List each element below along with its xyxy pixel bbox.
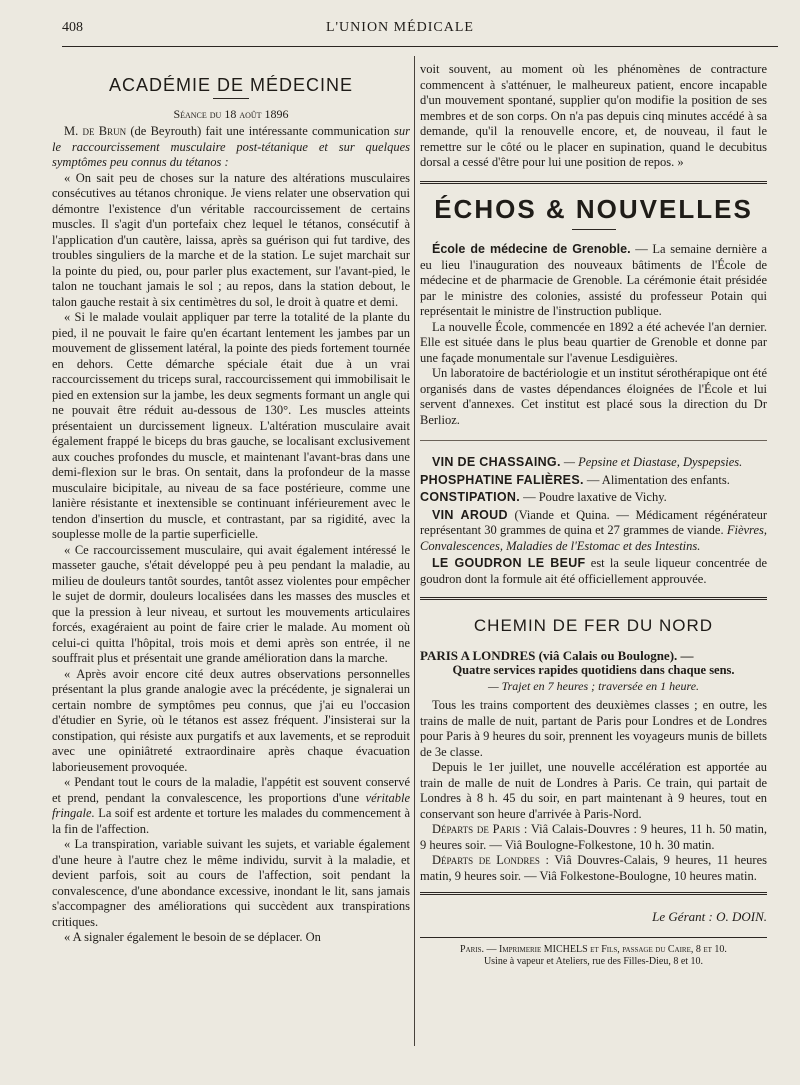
departs-paris — [420, 822, 767, 853]
academie-title: ACADÉMIE DE MÉDECINE — [108, 75, 354, 95]
news-paragraph-2: La nouvelle École, commencée en 1892 a été achevée l'an dernier. Elle est située dans le plus beau quartier de Grenoble et donne par une façade monumentale sur l'avenue Lesdiguières. — [420, 319, 767, 365]
intro-paragraph — [52, 124, 410, 171]
echos-short-rule — [572, 229, 616, 230]
intro-author: M. de Brun — [64, 124, 127, 138]
header-rule — [62, 46, 778, 47]
ad-vin-aroud-brand: VIN AROUD — [432, 507, 508, 522]
advertisements — [420, 440, 767, 587]
intro-topic: sur le raccourcissement musculaire post-tétanique et sur quelques symptômes peu connus du tétanos : — [52, 124, 411, 169]
paragraph-1: « On sait peu de choses sur la nature des altérations musculaires consécutives au tétanos chronique. Je viens relater une observation qui démontre l'existence d'un véritable raccourcissement de certains muscles. Il s'agit d'un portefaix chez lequel le tétanos, consécutif à l'application d'un cautère, laissa, après sa guérison qui fut tardive, des troubles singuliers de la marche et de la station. Le sujet marchait sur la pointe du pied, ou, pour parler plus exactement, sur l'avant-pied, le talon ne touchant jamais le sol ; au repos, dans la station debout, le talon gauche restait à six centimètres du sol, le droit à quatre et demi. — [52, 170, 410, 309]
ad-phosphatine-brand: PHOSPHATINE FALIÈRES. — [420, 472, 584, 487]
departs-paris-text: Viâ Calais-Douvres : 9 heures, 11 h. 50 matin, 9 heures soir. — Viâ Boulogne-Folkestone, 10 h. 30 matin. — [420, 822, 767, 852]
ad-vin-chassaing-brand: VIN DE CHASSAING. — [432, 455, 561, 469]
ad-constipation — [420, 490, 767, 506]
route-paragraph-2: Depuis le 1er juillet, une nouvelle accélération est apportée au train de malle de nuit de Londres à Paris. Ce train, qui partait de Londres à 8 h. 45 du soir, en part maintenant à 9 heures, tout en conservant son heure d'arrivée à Paris-Nord. — [420, 760, 767, 821]
gerant-text: Le Gérant : O. DOIN. — [652, 909, 767, 924]
ad-vin-aroud-text: (Viande et Quina. — Médicament régénérateur représentant 30 grammes de quina et 27 grammes de viande. — [420, 507, 767, 537]
news-paragraph-3: Un laboratoire de bactériologie et un institut sérothérapique ont été organisés dans de vastes dépendances éloignées de l'École et lui servent d'annexes. Cet institut est placé sous la direction du Dr Berlioz. — [420, 366, 767, 427]
imprint-line-1: Paris. — Imprimerie MICHELS et Fils, passage du Caire, 8 et 10. — [460, 943, 727, 955]
imprint-rule — [420, 937, 767, 938]
ad-constipation-text: — Poudre laxative de Vichy. — [523, 490, 667, 504]
ad-vin-aroud — [420, 508, 767, 555]
imprint-line-2: Usine à vapeur et Ateliers, rue des Filles-Dieu, 8 et 10. — [483, 955, 704, 967]
p5-start: « Pendant tout le cours de la maladie, l'appétit est souvent conservé et prend, pendant la convalescence, les proportions d'une — [52, 775, 410, 805]
news-grenoble-text: — La semaine dernière a eu lieu l'inauguration des nouveaux bâtiments de l'École de médecine et de pharmacie de Grenoble. La cérémonie était présidée par le ministre des colonies, assisté du professeur Potain qui représentait le ministre de l'instruction publique. — [420, 242, 767, 318]
route-sub: Quatre services rapides quotidiens dans chaque sens. — [452, 663, 735, 677]
ad-goudron-brand: LE GOUDRON LE BEUF — [432, 556, 586, 570]
intro-rest: (de Beyrouth) fait une intéressante communication — [130, 124, 390, 138]
ad-vin-aroud-italic: Fièvres, Convalescences, Maladies de l'Estomac et des Intestins. — [420, 523, 767, 553]
continuation-paragraph: voit souvent, au moment où les phénomènes de contracture commencent à s'atténuer, le malheureux patient, encore incapable d'un mouvement spontané, supplier qu'on modifie la position de ses membres et de son corps. On n'a pas depuis cinq minutes accédé à sa demande, qu'il la renouvelle encore, et, de nouveau, il faut le remettre sur le côté ou le placer en supination, quand le decubitus dorsal a cessé d'être pour lui une position de repos. » — [420, 62, 767, 169]
chemin-top-rule — [420, 597, 767, 602]
departs-londres-label: Départs de Londres : — [432, 853, 549, 867]
departs-londres — [420, 853, 767, 884]
running-header — [0, 0, 800, 50]
title-rule — [213, 98, 249, 99]
echos-title: ÉCHOS & NOUVELLES — [434, 193, 753, 224]
paragraph-7: « A signaler également le besoin de se déplacer. On — [64, 930, 321, 944]
ad-vin-chassaing-text: — Pepsine et Diastase, Dyspepsies. — [563, 455, 743, 469]
route-head: PARIS A LONDRES (viâ Calais ou Boulogne). — — [420, 647, 694, 663]
paragraph-6: « La transpiration, variable suivant les sujets, et variable également d'une heure à l'autre chez le même individu, survit à la maladie, et devient parfois, soit au cours de l'affection, soit pendant la convalescence, d'une abondance excessive, inondant le lit, sans jamais s'accompagner des améliorations qui succèdent aux transpirations critiques. — [52, 837, 410, 929]
left-column — [52, 62, 410, 946]
departs-paris-label: Départs de Paris : — [432, 822, 528, 836]
gerant-line — [420, 909, 767, 925]
ad-phosphatine — [420, 473, 767, 489]
right-column — [420, 62, 767, 968]
page-number: 408 — [62, 20, 83, 35]
running-title: L'UNION MÉDICALE — [325, 20, 474, 35]
imprint — [420, 944, 767, 968]
route-paragraph-1: Tous les trains comportent des deuxièmes classes ; en outre, les trains de malle de nuit, partant de Paris pour Londres et de Londres pour Paris à 9 heures du soir, prennent les voyageurs munis de billets de 3e classe. — [420, 698, 767, 759]
news-grenoble — [420, 242, 767, 320]
paragraph-2: « Si le malade voulait appliquer par terre la totalité de la plante du pied, il ne pouvait le faire qu'en écartant lentement les jambes par un mouvement de glissement latéral, la pointe des pieds fortement tournée en dehors. Cette démarche spéciale était due à un vrai raccourcissement du triceps sural, raccourcissement qui immobilisait le pied en extension sur la jambe, les deux segments formant un angle qui ne pouvait être réduit au-dessous de 130°. Les muscles atteints présentaient un durcissement ligneux. L'altération musculaire avait également frappé le biceps du bras gauche, se localisant exclusivement aux couches profondes du muscle, et maintenant l'avant-bras dans une demi-flexion sur le bras. On sentait, dans la profondeur de la masse musculaire bicipitale, au niveau de sa face postérieure, comme une lanière résistante et inextensible se continuant inférieurement avec le tendon d'insertion du muscle, et contrastant, par sa rigidité, avec la souplesse molle de la partie superficielle. — [52, 310, 410, 541]
p5-italic: véritable fringale. — [52, 790, 410, 820]
ad-constipation-brand: CONSTIPATION. — [420, 490, 520, 504]
ad-goudron — [420, 556, 767, 587]
seance-date: Séance du 18 août 1896 — [173, 106, 289, 121]
news-grenoble-head: École de médecine de Grenoble. — [432, 242, 631, 256]
paragraph-3: « Ce raccourcissement musculaire, qui avait également intéressé le masseter gauche, s'était développé peu à peu pendant la maladie, au milieu de douleurs tantôt sourdes, tantôt assez violentes pour empêcher le sujet de dormir, douleurs localisées dans les masses des muscles et que la pression à leur niveau, et surtout les mouvements articulaires forcés, exagéraient au point de faire crier le malade. Au moment où celui-ci quitta l'hôpital, trois mois et demi après son entrée, il ne souffrait plus et présentait une grande amélioration dans la marche. — [52, 542, 410, 665]
ad-vin-chassaing — [420, 455, 767, 471]
gerant-rule — [420, 892, 767, 897]
column-divider — [414, 56, 415, 1046]
ad-phosphatine-text: — Alimentation des enfants. — [586, 472, 730, 487]
chemin-title: CHEMIN DE FER DU NORD — [473, 616, 714, 635]
paragraph-4: « Après avoir encore cité deux autres observations personnelles présentant la plus grande analogie avec la précédente, je signalerai un certain nombre de symptômes peu connus, que j'ai eu l'occasion d'étudier en Syrie, où le tétanos est assez fréquent. J'insisterai sur la constipation, qui résiste aux purgatifs et aux lavements, et se reproduit avec une opiniâtreté extraordinaire après chaque évacuation laborieusement provoquée. — [52, 666, 410, 774]
ad-goudron-text: est la seule liqueur concentrée de goudron dont la formule ait été officiellement approuvée. — [420, 556, 768, 586]
route-italic: — Trajet en 7 heures ; traversée en 1 heure. — [487, 678, 700, 693]
p5-end: La soif est ardente et torture les malades du commencement à la fin de l'affection. — [52, 806, 410, 836]
paragraph-5 — [52, 775, 410, 837]
echos-top-rule — [420, 181, 767, 186]
departs-londres-text: Viâ Douvres-Calais, 9 heures, 11 heures matin, 9 heures soir. — Viâ Folkestone-Boulogne, 10 heures matin. — [420, 853, 767, 883]
